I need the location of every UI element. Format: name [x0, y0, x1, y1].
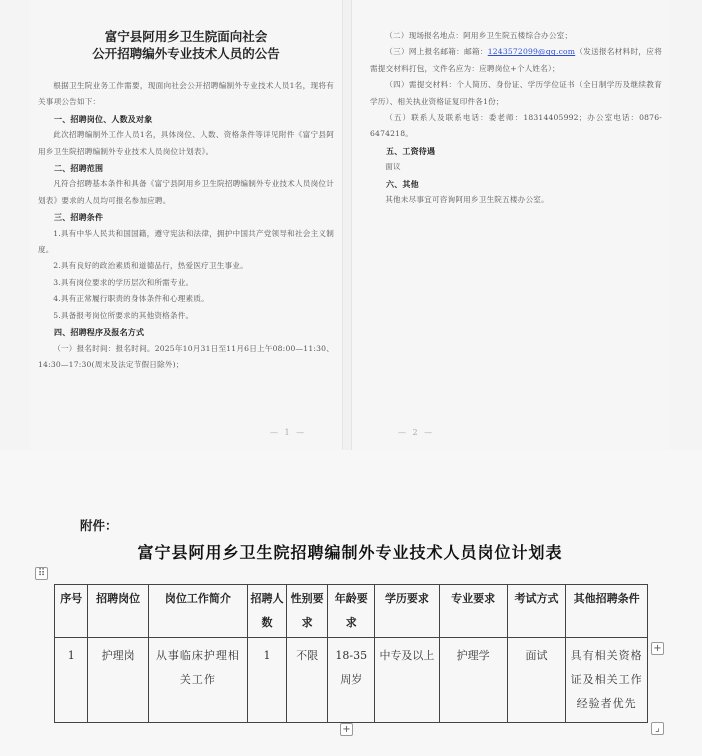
- attachment-label: 附件：: [80, 518, 118, 533]
- column-header: 年龄要求: [328, 585, 375, 638]
- paragraph: （五）联系人及联系电话：委老师：18314405992；办公室电话：0876-6474218。: [370, 113, 662, 139]
- table-cell[interactable]: 护理学: [439, 638, 507, 723]
- section-heading: 四、招聘程序及报名方式: [54, 327, 145, 338]
- column-header: 序号: [55, 585, 88, 638]
- page-2: [352, 0, 670, 450]
- page-number: — 1 —: [270, 428, 307, 437]
- section-heading: 六、其他: [386, 178, 419, 189]
- paragraph: 4.具有正常履行职责的身体条件和心理素质。: [53, 294, 209, 304]
- drag-handle-icon[interactable]: ⠿: [35, 567, 48, 580]
- table-header-row: [55, 585, 648, 638]
- paragraph: 凡符合招聘基本条件和具备《富宁县阿用乡卫生院招聘编制外专业技术人员岗位计划表》要求的人员均可报名参加应聘。: [38, 179, 334, 205]
- section-heading: 二、招聘范围: [54, 163, 104, 174]
- table-cell[interactable]: 护理岗: [88, 638, 148, 723]
- paragraph-text: （发送报名材料时，应将需提交材料打包，文件名应为：应聘岗位+个人姓名）；: [370, 47, 662, 73]
- page-1-body: [38, 78, 334, 373]
- table-cell[interactable]: 1: [55, 638, 88, 723]
- section-heading: 三、招聘条件: [54, 212, 104, 223]
- page-number: — 2 —: [398, 428, 435, 437]
- column-header: 性别要求: [287, 585, 328, 638]
- column-header: 岗位工作简介: [148, 585, 247, 638]
- column-header: 专业要求: [439, 585, 507, 638]
- paragraph: 2.具有良好的政治素质和道德品行，热爱医疗卫生事业。: [53, 261, 248, 271]
- paragraph: 此次招聘编制外工作人员1名，具体岗位、人数、资格条件等详见附件《富宁县阿用乡卫生院招聘编制外专业技术人员岗位计划表》。: [38, 130, 334, 156]
- column-header: 考试方式: [507, 585, 565, 638]
- table-cell[interactable]: 1: [247, 638, 286, 723]
- paragraph: 1.具有中华人民共和国国籍，遵守宪法和法律，拥护中国共产党领导和社会主义制度。: [38, 228, 334, 255]
- paragraph: 面议: [385, 162, 401, 172]
- table-cell[interactable]: 面试: [507, 638, 565, 723]
- column-header: 招聘人数: [247, 585, 286, 638]
- page-2-body: [370, 28, 662, 208]
- title-line-2: 公开招聘编外专业技术人员的公告: [92, 46, 280, 61]
- table-row: [55, 638, 648, 723]
- table-body: [55, 638, 648, 723]
- paragraph: （一）报名时间：报名时间。2025年10月31日至11月6日上午08:00—11:30、14:30—17:30(周末及法定节假日除外)；: [38, 343, 334, 369]
- section-heading: 五、工资待遇: [386, 145, 436, 156]
- title-line-1: 富宁县阿用乡卫生院面向社会: [104, 29, 268, 44]
- add-row-plus-icon[interactable]: +: [340, 723, 353, 736]
- announcement-title: [30, 28, 342, 62]
- column-header: 学历要求: [375, 585, 439, 638]
- table-cell[interactable]: 中专及以上: [375, 638, 439, 723]
- paragraph-text: （三）网上报名邮箱：邮箱：: [385, 47, 488, 57]
- column-header: 其他招聘条件: [566, 585, 648, 638]
- resize-corner-icon[interactable]: ⌟: [651, 722, 664, 735]
- position-plan-table: [54, 584, 648, 723]
- email-link[interactable]: 1243572099@qq.com: [487, 47, 576, 57]
- paragraph: 5.具备报考岗位所要求的其他资格条件。: [53, 310, 194, 320]
- add-column-plus-icon[interactable]: +: [651, 642, 664, 655]
- page-1: [30, 0, 342, 450]
- table-cell[interactable]: 不限: [287, 638, 328, 723]
- paragraph-email: [370, 44, 662, 77]
- table-cell[interactable]: 从事临床护理相关工作: [148, 638, 247, 723]
- section-heading: 一、招聘岗位、人数及对象: [54, 113, 153, 124]
- column-header: 招聘岗位: [88, 585, 148, 638]
- table-cell[interactable]: 具有相关资格证及相关工作经验者优先: [566, 638, 648, 723]
- page-gutter: [342, 0, 352, 450]
- paragraph: （四）需提交材料：个人简历、身份证、学历学位证书（全日制学历及继续教育学历）、相关执业资格证复印件各1份；: [370, 80, 662, 106]
- table-title: 富宁县阿用乡卫生院招聘编制外专业技术人员岗位计划表: [137, 543, 563, 562]
- paragraph: （二）现场报名地点：阿用乡卫生院五楼综合办公室；: [385, 31, 573, 40]
- paragraph: 其他未尽事宜可咨询阿用乡卫生院五楼办公室。: [385, 195, 549, 205]
- paragraph: 3.具有岗位要求的学历层次和所需专业。: [53, 277, 194, 287]
- paragraph: 根据卫生院业务工作需要，现面向社会公开招聘编制外专业技术人员1名，现将有关事项公告如下：: [38, 81, 334, 107]
- table-cell[interactable]: 18-35周岁: [328, 638, 375, 723]
